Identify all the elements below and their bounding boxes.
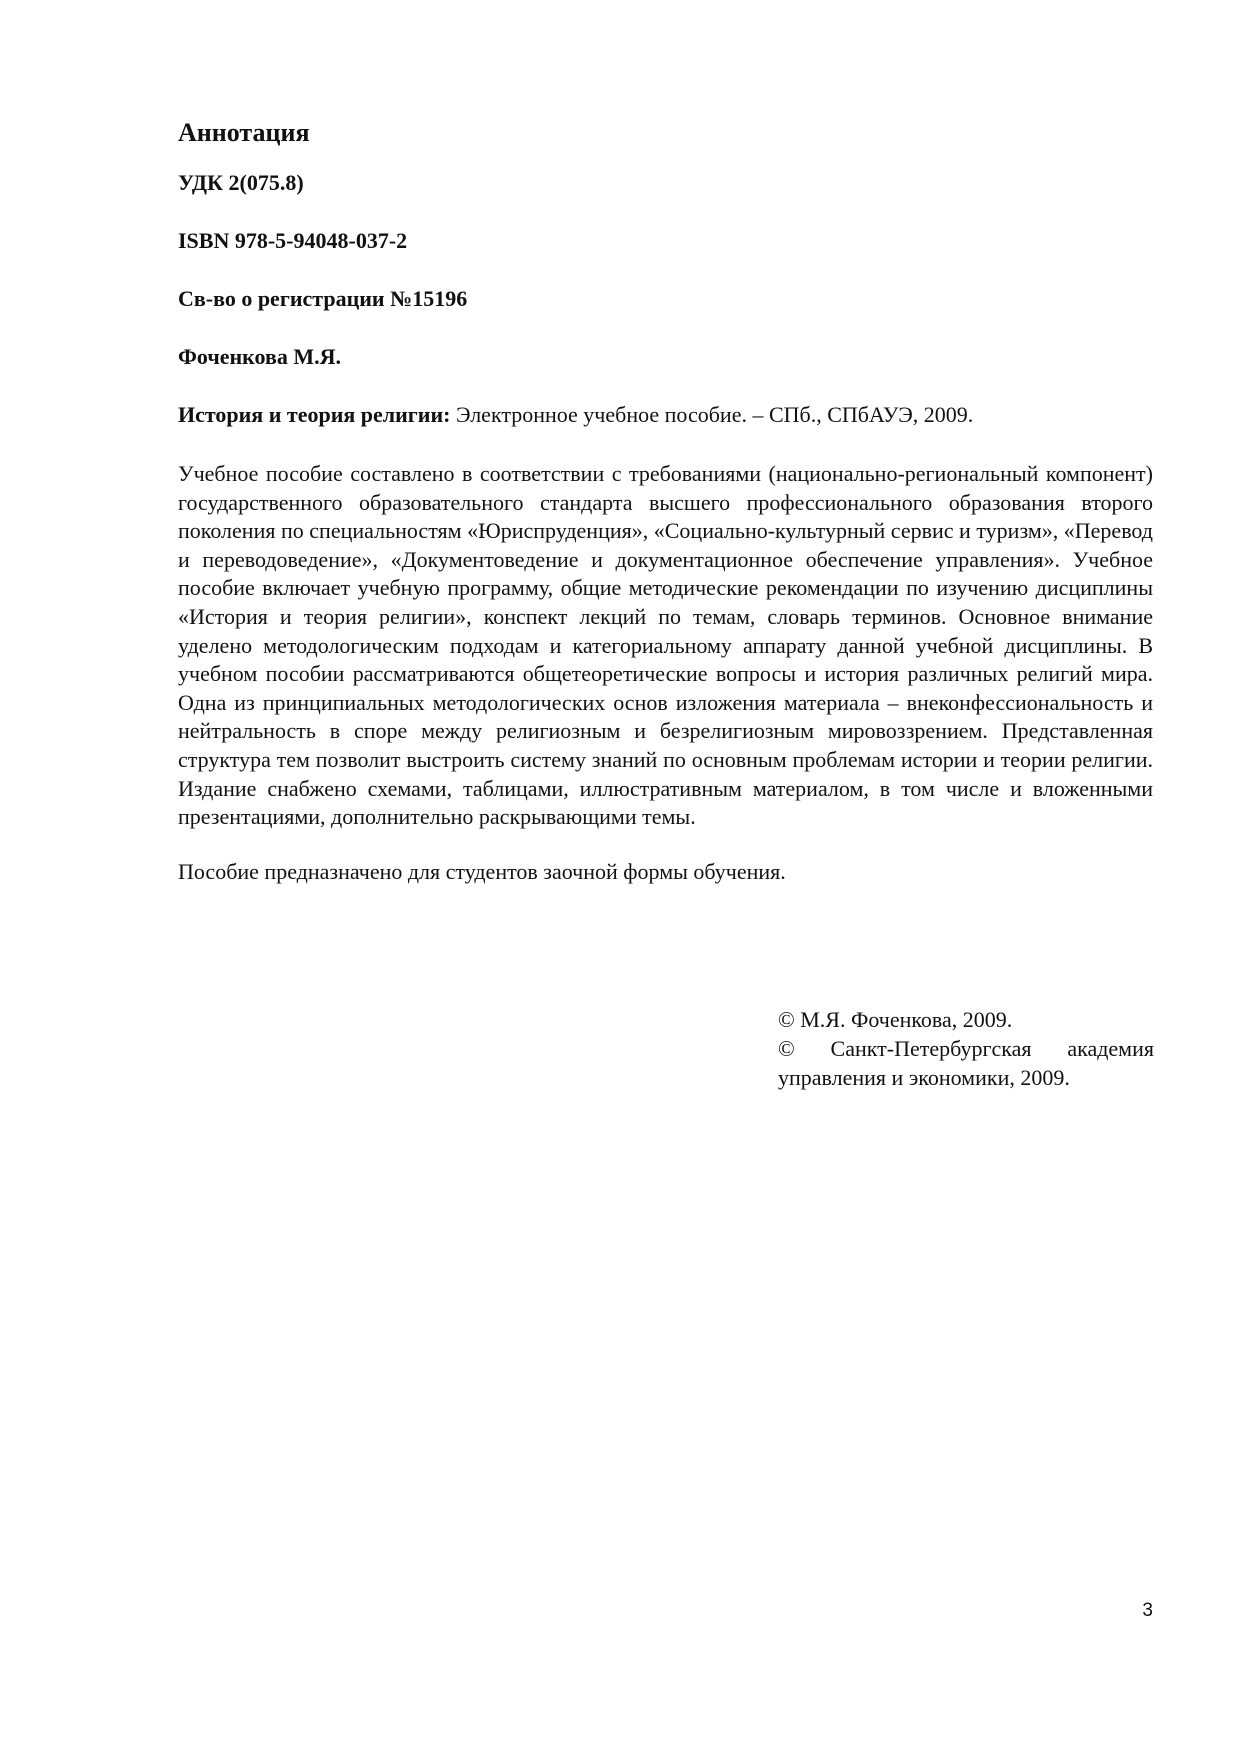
publication-details: Электронное учебное пособие. – СПб., СПбАУЭ, 2009. (450, 402, 974, 427)
copyright-author: © М.Я. Фоченкова, 2009. (778, 1007, 1013, 1032)
author-name: Фоченкова М.Я. (178, 344, 342, 369)
page-number: 3 (1142, 1600, 1153, 1621)
annotation-description: Учебное пособие составлено в соответствии с требованиями (национально-региональный компонент) государственного образовательного стандарта высшего профессионального образования второго поколения по специальностям «Юриспруденция», «Социально-культурный сервис и туризм», «Перевод и переводоведение», «Документоведение и документационное обеспечение управления». Учебное пособие включает учебную программу, общие методические рекомендации по изучению дисциплины «История и теория религии», конспект лекций по темам, словарь терминов. Основное внимание уделено методологическим подходам и категориальному аппарату данной учебной дисциплины. В учебном пособии рассматриваются общетеоретические вопросы и история различных религий мира. Одна из принципиальных методологических основ изложения материала – внеконфессиональность и нейтральность в споре между религиозным и безрелигиозным мировоззрением. Представленная структура тем позволит выстроить систему знаний по основным проблемам истории и теории религии. Издание снабжено схемами, таблицами, иллюстративным материалом, в том числе и вложенными презентациями, дополнительно раскрывающими темы. (178, 461, 1153, 830)
book-title: История и теория религии: (178, 402, 451, 427)
registration-certificate: Св-во о регистрации №15196 (178, 286, 468, 311)
copyright-academy: © Санкт-Петербургская академия (778, 1036, 1154, 1061)
udk-code: УДК 2(075.8) (178, 170, 304, 195)
target-audience: Пособие предназначено для студентов заочной формы обучения. (178, 858, 786, 884)
isbn: ISBN 978-5-94048-037-2 (178, 228, 408, 253)
copyright-academy-cont: управления и экономики, 2009. (778, 1065, 1070, 1090)
annotation-section (178, 118, 1153, 885)
copyright-block (778, 1005, 1154, 1092)
annotation-heading: Аннотация (178, 118, 310, 147)
bibliographic-citation (178, 402, 1153, 428)
